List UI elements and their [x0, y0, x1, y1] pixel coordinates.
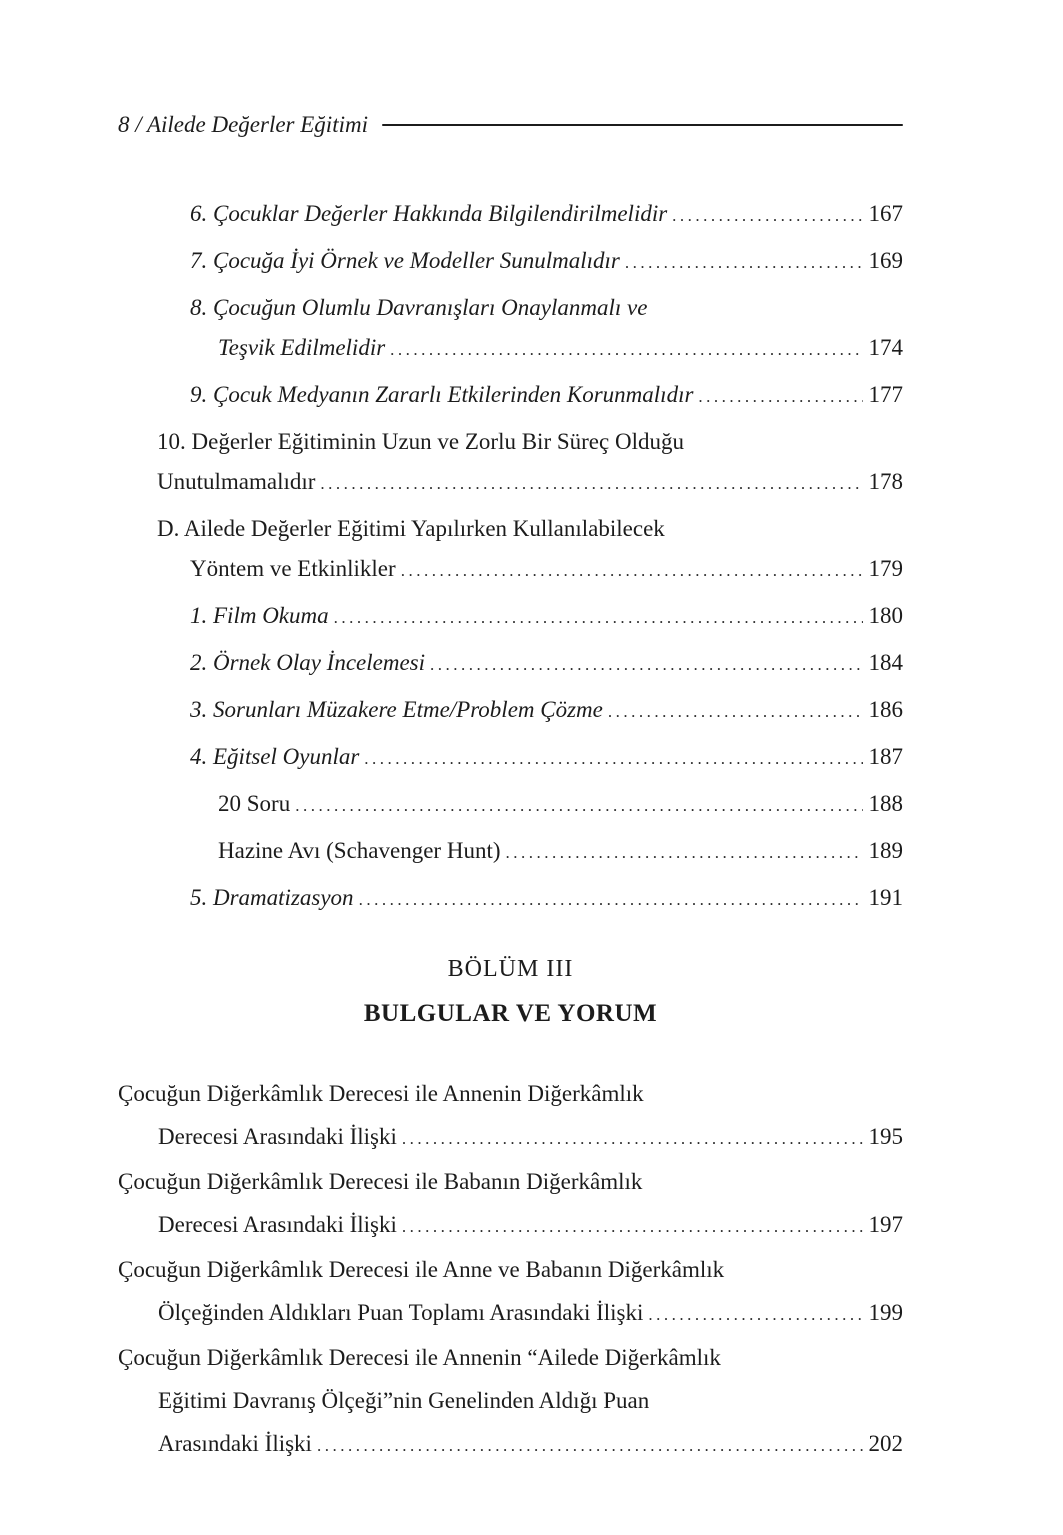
page-header [118, 112, 903, 138]
page-number: 191 [868, 885, 903, 910]
dot-leader [295, 784, 862, 826]
toc-item [118, 643, 903, 685]
toc-item [118, 596, 903, 638]
dot-leader [390, 328, 862, 370]
toc-row [118, 549, 903, 591]
page-number: 169 [868, 248, 903, 273]
page-number: 179 [868, 556, 903, 581]
page-number: 199 [868, 1300, 903, 1325]
toc-item [118, 288, 903, 370]
toc-row [118, 1248, 903, 1291]
toc-item [118, 690, 903, 732]
toc-list-bottom [118, 1072, 903, 1467]
toc-row [118, 643, 903, 685]
toc-row [118, 1160, 903, 1203]
dot-leader [402, 1115, 863, 1160]
dot-leader [402, 1203, 863, 1248]
toc-row [118, 1422, 903, 1467]
toc-entry-text: 6. Çocuklar Değerler Hakkında Bilgilendirilmelidir [190, 201, 668, 226]
dot-leader [506, 831, 863, 873]
toc-row [118, 596, 903, 638]
dot-leader [320, 462, 862, 504]
page-number: 195 [868, 1124, 903, 1149]
toc-entry-text: 9. Çocuk Medyanın Zararlı Etkilerinden Korunmalıdır [190, 382, 694, 407]
toc-list-top [118, 194, 903, 920]
toc-item [118, 784, 903, 826]
chapter-kicker: BÖLÜM III [447, 956, 574, 982]
toc-entry-text: 2. Örnek Olay İncelemesi [190, 650, 426, 675]
toc-item [118, 1248, 903, 1336]
dot-leader [401, 549, 863, 591]
page-number: 180 [868, 603, 903, 628]
toc-entry-text: Çocuğun Diğerkâmlık Derecesi ile Anne ve Babanın Diğerkâmlık [118, 1257, 725, 1282]
toc-item [118, 509, 903, 591]
toc-row [118, 1072, 903, 1115]
toc-row [118, 1115, 903, 1160]
toc-entry-text: 20 Soru [218, 791, 291, 816]
toc-item [118, 241, 903, 283]
toc-row [118, 241, 903, 283]
dot-leader [698, 375, 862, 417]
page-number: 184 [868, 650, 903, 675]
toc-row [118, 1291, 903, 1336]
dot-leader [625, 241, 863, 283]
page-number: 197 [868, 1212, 903, 1237]
dot-leader [359, 878, 863, 920]
toc-row [118, 194, 903, 236]
toc-row [118, 328, 903, 370]
page-number: 177 [868, 382, 903, 407]
running-header: 8 / Ailede Değerler Eğitimi [118, 112, 368, 137]
toc-row [118, 878, 903, 920]
toc-entry-text: Teşvik Edilmelidir [218, 335, 386, 360]
page-number: 187 [868, 744, 903, 769]
dot-leader [334, 596, 863, 638]
toc-row [118, 784, 903, 826]
toc-entry-text: 4. Eğitsel Oyunlar [190, 744, 360, 769]
dot-leader [648, 1291, 862, 1336]
toc-entry-text: 5. Dramatizasyon [190, 885, 354, 910]
toc-item [118, 1072, 903, 1160]
toc-entry-text: Ölçeğinden Aldıkları Puan Toplamı Arasındaki İlişki [158, 1300, 644, 1325]
toc-entry-text: Unutulmamalıdır [157, 469, 316, 494]
toc-item [118, 194, 903, 236]
toc-entry-text: Hazine Avı (Schavenger Hunt) [218, 838, 501, 863]
page-number: 178 [868, 469, 903, 494]
header-rule [382, 124, 903, 126]
toc-entry-text: Arasındaki İlişki [158, 1431, 312, 1456]
toc-row [118, 831, 903, 873]
dot-leader [430, 643, 862, 685]
toc-item [118, 737, 903, 779]
toc-entry-text: Çocuğun Diğerkâmlık Derecesi ile Annenin “Ailede Diğerkâmlık [118, 1345, 721, 1370]
toc-row [118, 422, 903, 462]
toc-row [118, 1203, 903, 1248]
section-heading [118, 956, 903, 1028]
toc-entry-text: 7. Çocuğa İyi Örnek ve Modeller Sunulmalıdır [190, 248, 620, 273]
toc-entry-text: 3. Sorunları Müzakere Etme/Problem Çözme [190, 697, 603, 722]
toc-row [118, 737, 903, 779]
page-number: 186 [868, 697, 903, 722]
toc-item [118, 831, 903, 873]
toc-row [118, 375, 903, 417]
page-number: 188 [868, 791, 903, 816]
toc-row [118, 690, 903, 732]
toc-item [118, 878, 903, 920]
page-number: 189 [868, 838, 903, 863]
page-number: 202 [868, 1431, 903, 1456]
toc-item [118, 1336, 903, 1467]
toc-entry-text: Çocuğun Diğerkâmlık Derecesi ile Annenin Diğerkâmlık [118, 1081, 644, 1106]
chapter-title: BULGULAR VE YORUM [363, 1000, 658, 1027]
toc-entry-text: 8. Çocuğun Olumlu Davranışları Onaylanmalı ve [190, 295, 648, 320]
toc-entry-text: 10. Değerler Eğitiminin Uzun ve Zorlu Bir Süreç Olduğu [157, 429, 684, 454]
toc-entry-text: Derecesi Arasındaki İlişki [158, 1212, 397, 1237]
toc-entry-text: Eğitimi Davranış Ölçeği”nin Genelinden Aldığı Puan [158, 1388, 650, 1413]
toc-row [118, 1336, 903, 1379]
toc-item [118, 1160, 903, 1248]
dot-leader [317, 1422, 863, 1467]
toc-row [118, 1379, 903, 1422]
toc-entry-text: D. Ailede Değerler Eğitimi Yapılırken Kullanılabilecek [157, 516, 665, 541]
toc-entry-text: Yöntem ve Etkinlikler [190, 556, 396, 581]
toc-item [118, 422, 903, 504]
toc-entry-text: Çocuğun Diğerkâmlık Derecesi ile Babanın Diğerkâmlık [118, 1169, 643, 1194]
toc-row [118, 288, 903, 328]
page-number: 167 [868, 201, 903, 226]
toc-row [118, 462, 903, 504]
toc-entry-text: Derecesi Arasındaki İlişki [158, 1124, 397, 1149]
toc-entry-text: 1. Film Okuma [190, 603, 329, 628]
dot-leader [672, 194, 862, 236]
page-number: 174 [868, 335, 903, 360]
dot-leader [608, 690, 863, 732]
dot-leader [364, 737, 862, 779]
toc-item [118, 375, 903, 417]
toc-row [118, 509, 903, 549]
